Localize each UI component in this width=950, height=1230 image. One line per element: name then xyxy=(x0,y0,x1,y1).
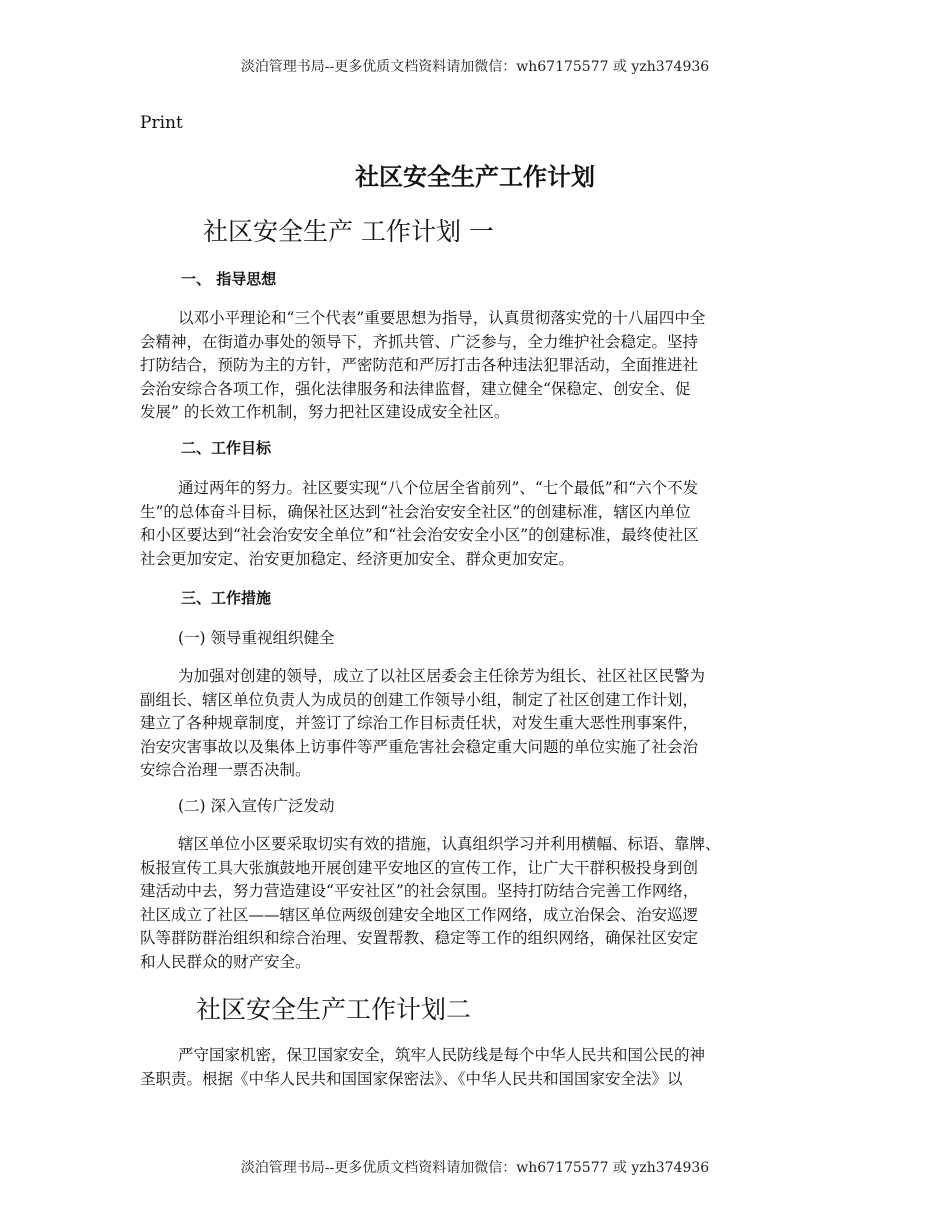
paragraph-line: 严守国家机密，保卫国家安全，筑牢人民防线是每个中华人民共和国公民的神 xyxy=(178,1046,706,1064)
document-title: 社区安全生产工作计划 xyxy=(355,163,595,191)
section1-heading: 一、 指导思想 xyxy=(181,270,277,288)
paragraph-line: 通过两年的努力。社区要实现“八个位居全省前列”、“七个最低”和“六个不发 xyxy=(178,479,699,497)
paragraph-line: 板报宣传工具大张旗鼓地开展创建平安地区的宣传工作，让广大干群积极投身到创 xyxy=(140,858,699,877)
part2-paragraph xyxy=(140,1044,812,1091)
paragraph-line: 建活动中去，努力营造建设“平安社区”的社会氛围。坚持打防结合完善工作网络， xyxy=(140,882,699,901)
subsection1-paragraph xyxy=(140,665,812,783)
paragraph-line: 队等群防群治组织和综合治理、安置帮教、稳定等工作的组织网络，确保社区安定 xyxy=(140,929,699,948)
paragraph-line: 发展” 的长效工作机制，努力把社区建设成安全社区。 xyxy=(140,403,510,422)
subsection2-paragraph xyxy=(140,833,812,975)
paragraph-line: 安综合治理一票否决制。 xyxy=(140,761,311,780)
paragraph-line: 和小区要达到“社会治安安全单位”和“社会治安安全小区”的创建标准，最终使社区 xyxy=(140,526,699,545)
section1-paragraph xyxy=(140,307,812,425)
subsection1-heading: (一) 领导重视组织健全 xyxy=(178,629,335,647)
section2-paragraph xyxy=(140,477,812,571)
section3-heading: 三、工作措施 xyxy=(181,589,272,607)
paragraph-line: 社会更加安定、治安更加稳定、经济更加安全、群众更加安定。 xyxy=(140,549,575,568)
paragraph-line: 社区成立了社区——辖区单位两级创建安全地区工作网络，成立治保会、治安巡逻 xyxy=(140,905,699,924)
part2-title: 社区安全生产工作计划二 xyxy=(196,995,472,1024)
paragraph-line: 为加强对创建的领导，成立了以社区居委会主任徐芳为组长、社区社区民警为 xyxy=(178,667,706,685)
subsection2-heading: (二) 深入宣传广泛发动 xyxy=(178,797,335,815)
paragraph-line: 治安灾害事故以及集体上访事件等严重危害社会稳定重大问题的单位实施了社会治 xyxy=(140,737,699,756)
paragraph-line: 圣职责。根据《中华人民共和国国家保密法》、《中华人民共和国国家安全法》以 xyxy=(140,1069,683,1088)
paragraph-line: 辖区单位小区要采取切实有效的措施，认真组织学习并利用横幅、标语、靠牌、 xyxy=(178,835,721,853)
paragraph-line: 打防结合，预防为主的方针，严密防范和严厉打击各种违法犯罪活动，全面推进社 xyxy=(140,356,699,375)
paragraph-line: 和人民群众的财产安全。 xyxy=(140,952,311,971)
page-header: 淡泊管理书局--更多优质文档资料请加微信：wh67175577 或 yzh374936 xyxy=(240,59,710,75)
section2-heading: 二、工作目标 xyxy=(181,439,272,457)
paragraph-line: 生”的总体奋斗目标，确保社区达到“社会治安安全社区”的创建标准，辖区内单位 xyxy=(140,502,691,521)
page-footer: 淡泊管理书局--更多优质文档资料请加微信：wh67175577 或 yzh374936 xyxy=(240,1160,710,1176)
part1-title: 社区安全生产 工作计划 一 xyxy=(203,217,494,246)
paragraph-line: 副组长、辖区单位负责人为成员的创建工作领导小组，制定了社区创建工作计划， xyxy=(140,690,699,709)
paragraph-line: 建立了各种规章制度，并签订了综治工作目标责任状，对发生重大恶性刑事案件， xyxy=(140,714,699,733)
print-label: Print xyxy=(140,113,183,133)
paragraph-line: 会治安综合各项工作，强化法律服务和法律监督，建立健全“保稳定、创安全、促 xyxy=(140,379,691,398)
paragraph-line: 会精神，在街道办事处的领导下，齐抓共管、广泛参与，全力维护社会稳定。坚持 xyxy=(140,332,699,351)
paragraph-line: 以邓小平理论和“三个代表”重要思想为指导，认真贯彻落实党的十八届四中全 xyxy=(178,309,706,327)
